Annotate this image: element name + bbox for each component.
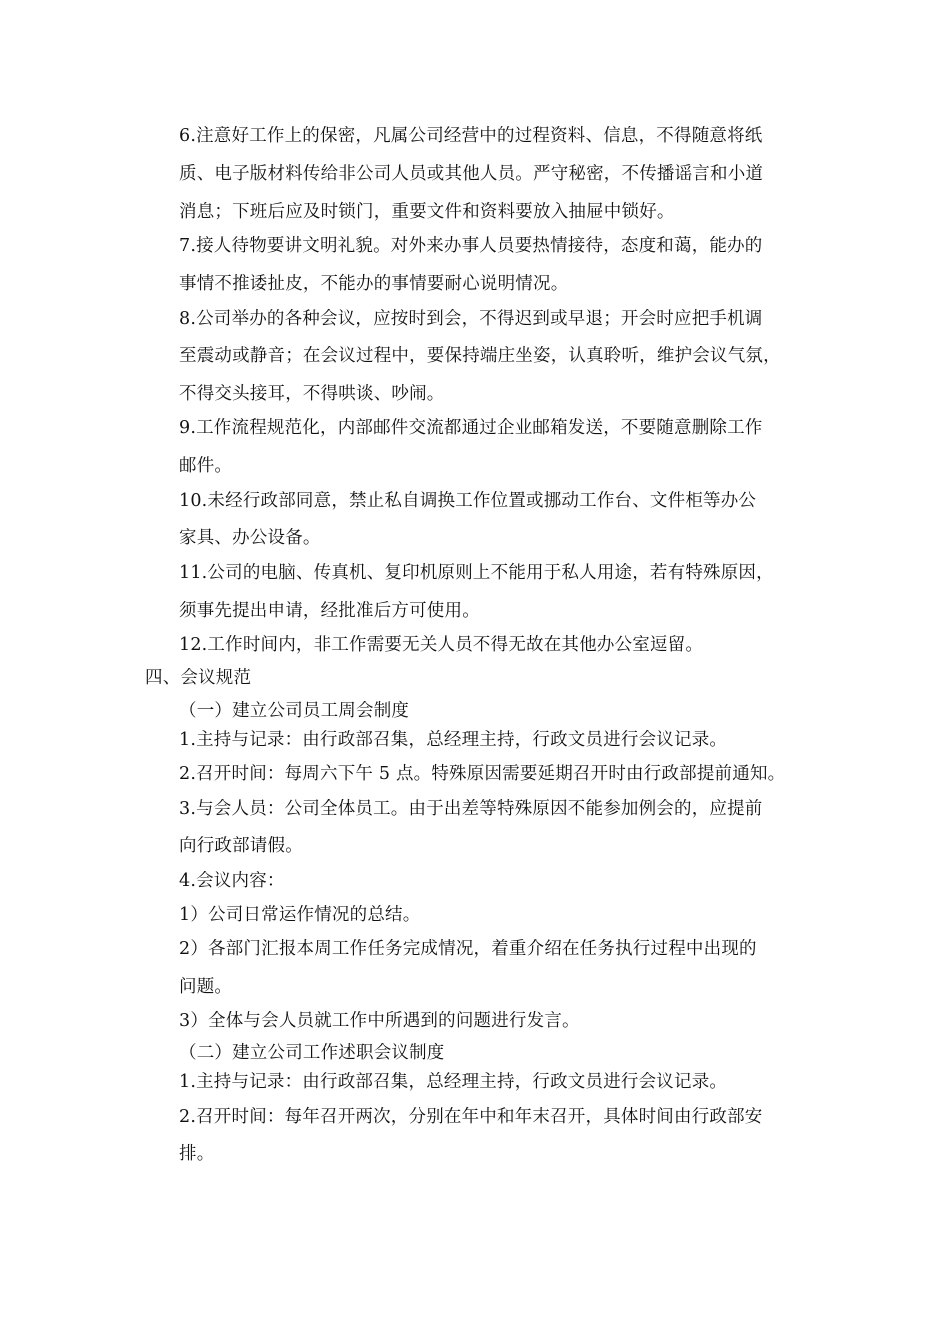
text-line: 家具、办公设备。 <box>179 528 321 548</box>
text-line: 向行政部请假。 <box>179 836 303 856</box>
text-line: 9.工作流程规范化，内部邮件交流都通过企业邮箱发送，不要随意删除工作 <box>179 418 763 438</box>
text-line: 排。 <box>179 1144 215 1164</box>
text-line: 12.工作时间内，非工作需要无关人员不得无故在其他办公室逗留。 <box>179 635 704 655</box>
text-line: 10.未经行政部同意，禁止私自调换工作位置或挪动工作台、文件柜等办公 <box>179 491 757 511</box>
text-line: 消息；下班后应及时锁门，重要文件和资料要放入抽屉中锁好。 <box>179 202 675 222</box>
text-line: 1.主持与记录：由行政部召集，总经理主持，行政文员进行会议记录。 <box>179 730 728 750</box>
text-line: 须事先提出申请，经批准后方可使用。 <box>179 601 480 621</box>
text-line: 2.召开时间：每年召开两次，分别在年中和年末召开，具体时间由行政部安 <box>179 1107 763 1127</box>
text-line: 至震动或静音；在会议过程中，要保持端庄坐姿，认真聆听，维护会议气氛， <box>179 346 781 366</box>
text-line: 问题。 <box>179 977 233 997</box>
text-line: 8.公司举办的各种会议，应按时到会，不得迟到或早退；开会时应把手机调 <box>179 309 763 329</box>
text-line: 4.会议内容： <box>179 871 285 891</box>
subsection-heading: （一）建立公司员工周会制度 <box>179 701 410 721</box>
text-line: 1）公司日常运作情况的总结。 <box>179 905 421 925</box>
text-line: 不得交头接耳，不得哄谈、吵闹。 <box>179 384 445 404</box>
text-line: 质、电子版材料传给非公司人员或其他人员。严守秘密，不传播谣言和小道 <box>179 164 764 184</box>
text-line: 2）各部门汇报本周工作任务完成情况，着重介绍在任务执行过程中出现的 <box>179 939 757 959</box>
text-line: 邮件。 <box>179 456 233 476</box>
text-line: 11.公司的电脑、传真机、复印机原则上不能用于私人用途，若有特殊原因， <box>179 563 774 583</box>
text-line: 2.召开时间：每周六下午 5 点。特殊原因需要延期召开时由行政部提前通知。 <box>179 764 786 784</box>
text-line: 1.主持与记录：由行政部召集，总经理主持，行政文员进行会议记录。 <box>179 1072 728 1092</box>
section-heading: 四、会议规范 <box>145 668 252 688</box>
text-line: 6.注意好工作上的保密，凡属公司经营中的过程资料、信息，不得随意将纸 <box>179 126 763 146</box>
text-line: 3）全体与会人员就工作中所遇到的问题进行发言。 <box>179 1011 580 1031</box>
subsection-heading: （二）建立公司工作述职会议制度 <box>179 1043 445 1063</box>
text-line: 7.接人待物要讲文明礼貌。对外来办事人员要热情接待，态度和蔼，能办的 <box>179 236 763 256</box>
text-line: 事情不推诿扯皮，不能办的事情要耐心说明情况。 <box>179 274 569 294</box>
text-line: 3.与会人员：公司全体员工。由于出差等特殊原因不能参加例会的，应提前 <box>179 799 763 819</box>
